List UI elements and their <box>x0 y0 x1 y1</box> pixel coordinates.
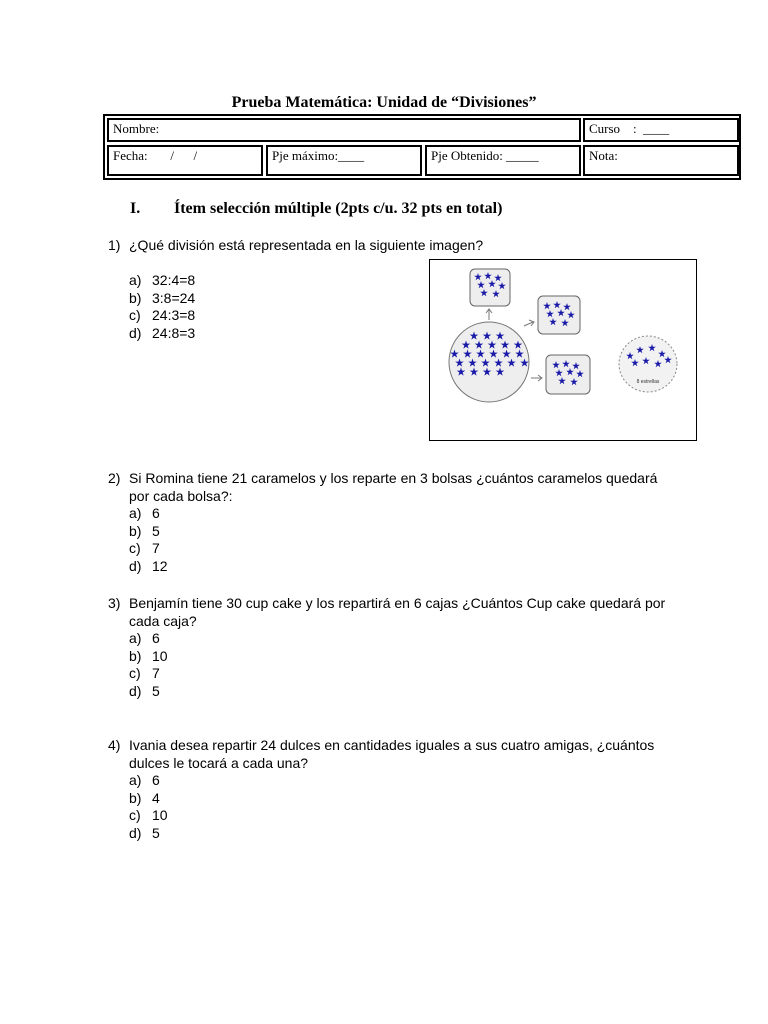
arrow-up-icon <box>486 309 492 320</box>
option-text: 5 <box>152 825 160 842</box>
option-letter: a) <box>129 272 142 288</box>
max-score-field[interactable]: Pje máximo:____ <box>266 145 422 176</box>
group-box-right-top <box>538 296 580 334</box>
option-a[interactable] <box>129 630 669 648</box>
option-text: 10 <box>152 647 168 664</box>
option-d[interactable] <box>129 683 669 701</box>
option-letter: b) <box>129 647 142 664</box>
option-text: 6 <box>152 505 160 521</box>
question-text: ¿Qué división está representada en la siguiente imagen? <box>129 237 484 253</box>
question-3 <box>108 594 669 701</box>
option-a[interactable] <box>129 772 669 790</box>
option-text: 12 <box>152 558 168 575</box>
section-number: I. <box>130 200 141 217</box>
option-b[interactable] <box>129 648 669 666</box>
question-text: Benjamín tiene 30 cup cake y los repartirá en 6 cajas ¿Cuántos Cup cake quedará por cada caja? <box>129 595 666 629</box>
obtained-score-field[interactable]: Pje Obtenido: _____ <box>425 145 581 176</box>
option-d[interactable] <box>129 825 669 843</box>
question-2 <box>108 469 669 576</box>
page-title: Prueba Matemática: Unidad de “Divisiones” <box>231 94 537 111</box>
option-text: 5 <box>152 683 160 700</box>
legend-label: 8 estrellas <box>636 379 660 385</box>
option-letter: b) <box>129 289 142 306</box>
option-letter: a) <box>129 505 142 521</box>
question-text: Ivania desea repartir 24 dulces en cantidades iguales a sus cuatro amigas, ¿cuántos dulces le tocará a cada una? <box>129 737 655 771</box>
arrow-right-up-icon <box>524 320 534 326</box>
option-text: 5 <box>152 522 160 539</box>
option-b[interactable] <box>129 523 669 541</box>
question-number: 4) <box>108 737 121 753</box>
option-text: 24:3=8 <box>152 307 196 324</box>
option-text: 6 <box>152 630 160 646</box>
option-letter: d) <box>129 325 142 342</box>
option-text: 7 <box>152 665 160 682</box>
date-field[interactable]: Fecha: / / <box>107 145 263 176</box>
section-title: Ítem selección múltiple (2pts c/u. 32 pts en total) <box>174 200 503 217</box>
option-a[interactable] <box>129 505 669 523</box>
course-field[interactable]: Curso : ____ <box>583 118 739 142</box>
group-box-top <box>470 269 510 306</box>
option-text: 4 <box>152 789 160 806</box>
option-text: 7 <box>152 540 160 557</box>
question-number: 3) <box>108 595 121 611</box>
option-letter: c) <box>129 807 141 824</box>
option-letter: c) <box>129 665 141 682</box>
option-d[interactable] <box>129 558 669 576</box>
option-letter: c) <box>129 307 141 324</box>
question-number: 1) <box>108 237 121 253</box>
option-letter: d) <box>129 558 142 575</box>
option-text: 10 <box>152 807 168 824</box>
option-c[interactable] <box>129 807 669 825</box>
option-letter: b) <box>129 789 142 806</box>
option-c[interactable] <box>129 665 669 683</box>
name-field[interactable]: Nombre: <box>107 118 581 142</box>
option-letter: d) <box>129 683 142 700</box>
option-letter: d) <box>129 825 142 842</box>
question-4 <box>108 736 669 843</box>
option-c[interactable] <box>129 540 669 558</box>
option-letter: b) <box>129 522 142 539</box>
section-heading <box>130 200 502 218</box>
option-text: 32:4=8 <box>152 272 196 288</box>
option-text: 6 <box>152 772 160 788</box>
arrow-right-icon <box>531 375 542 381</box>
option-letter: a) <box>129 772 142 788</box>
option-b[interactable] <box>129 790 669 808</box>
question-text: Si Romina tiene 21 caramelos y los reparte en 3 bolsas ¿cuántos caramelos quedará por cada bolsa?: <box>129 470 658 504</box>
option-letter: a) <box>129 630 142 646</box>
option-text: 3:8=24 <box>152 289 196 306</box>
option-letter: c) <box>129 540 141 557</box>
student-info-table <box>103 114 741 180</box>
option-text: 24:8=3 <box>152 325 196 342</box>
grade-field[interactable]: Nota: <box>583 145 739 176</box>
question-number: 2) <box>108 470 121 486</box>
division-illustration-svg <box>430 260 696 440</box>
division-illustration <box>429 259 697 441</box>
